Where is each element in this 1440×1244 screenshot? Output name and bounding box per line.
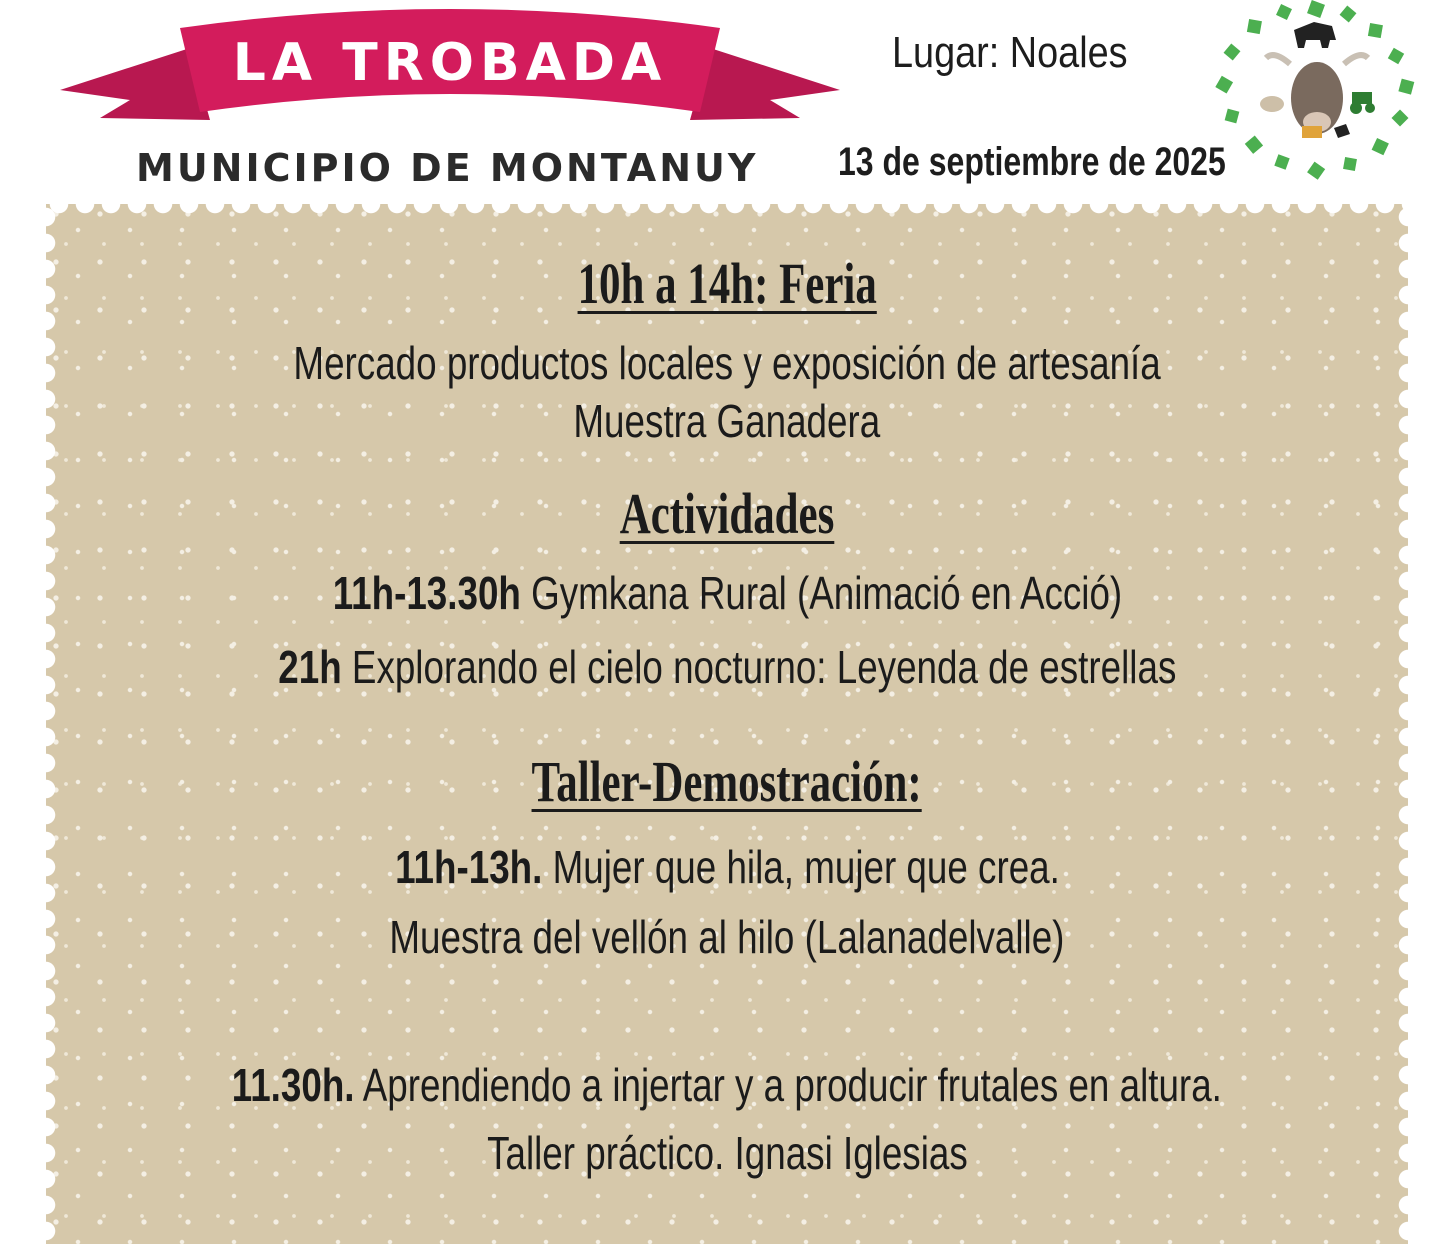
sheep-icon: [1260, 96, 1284, 112]
workshop-item: [46, 1058, 1408, 1112]
event-place: Lugar: Noales: [892, 28, 1128, 77]
workshop-time: 11.30h.: [231, 1059, 355, 1111]
activity-item: [46, 566, 1408, 620]
feria-line-2: Muestra Ganadera: [573, 395, 881, 447]
workshop-text: Mujer que hila, mujer que crea.: [541, 841, 1060, 893]
event-date: 13 de septiembre de 2025: [838, 140, 1226, 184]
feria-line-1: Mercado productos locales y exposición de artesanía: [293, 337, 1161, 389]
panel-scallop-top: [46, 194, 1408, 214]
activity-time: 21h: [277, 641, 342, 693]
banner-ribbon: [60, 0, 840, 160]
workshop-subtitle: Muestra del vellón al hilo (Lalanadelvalle): [389, 911, 1065, 963]
workshop-text: Aprendiendo a injertar y a producir frutales en altura.: [354, 1059, 1223, 1111]
workshop-item: [46, 840, 1408, 894]
activity-text: Explorando el cielo nocturno: Leyenda de estrellas: [341, 641, 1177, 693]
banner-title: LA TROBADA: [232, 33, 668, 93]
farm-animals-wreath-icon: [1214, 0, 1420, 180]
activity-time: 11h-13.30h: [332, 567, 521, 619]
actividades-heading: Actividades: [619, 481, 835, 546]
workshop-time: 11h-13h.: [394, 841, 542, 893]
cheese-icon: [1302, 126, 1322, 138]
feria-heading: 10h a 14h: Feria: [577, 251, 877, 316]
activity-item: [46, 640, 1408, 694]
ribbon-graphic: [60, 0, 840, 160]
workshop-subtitle: Taller práctico. Ignasi Iglesias: [486, 1127, 968, 1179]
municipality-name: MUNICIPIO DE MONTANUY: [136, 146, 759, 190]
taller-heading: Taller-Demostración:: [531, 749, 923, 814]
activity-text: Gymkana Rural (Animació en Acció): [520, 567, 1122, 619]
